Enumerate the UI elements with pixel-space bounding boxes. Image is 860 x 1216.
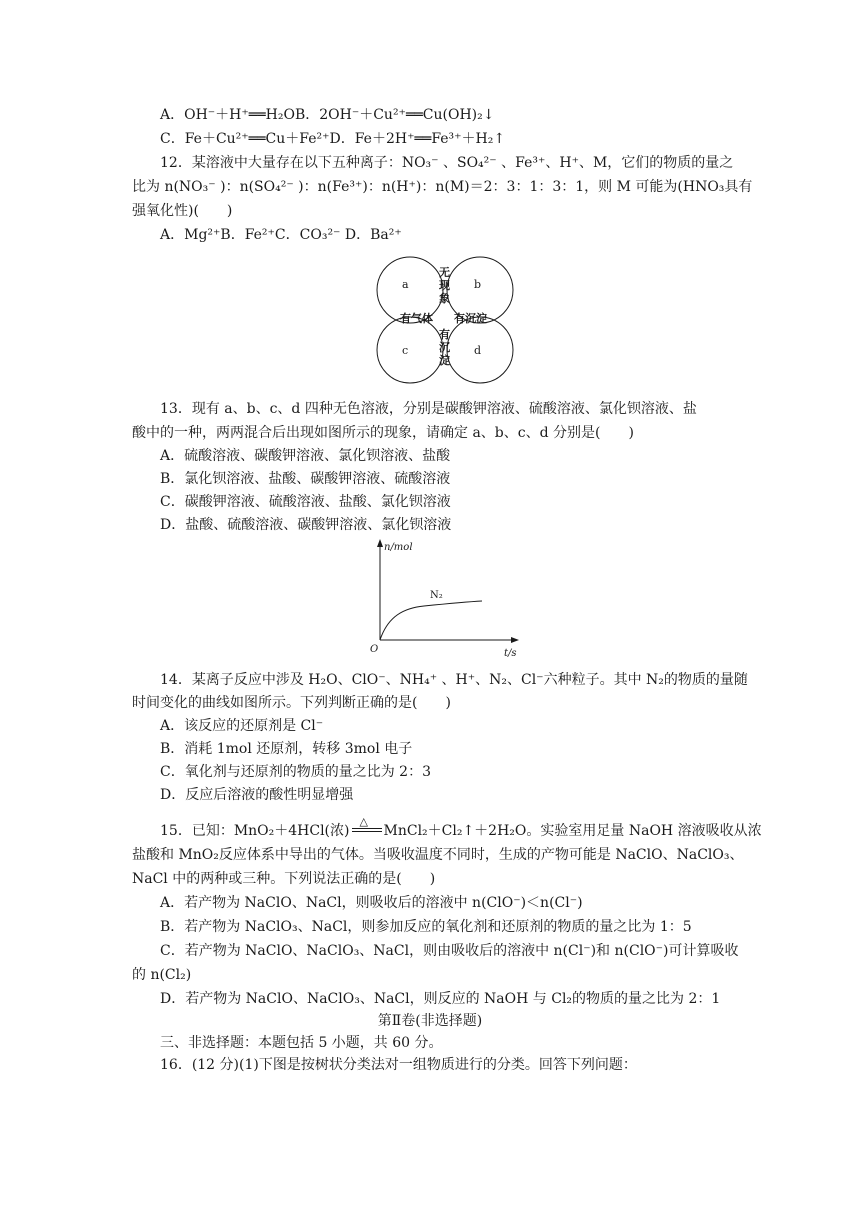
q13-option-c: C．碳酸钾溶液、硫酸溶液、盐酸、氯化钡溶液 xyxy=(160,494,451,510)
venn-top-char1: 无 xyxy=(439,266,450,279)
q11-options-ab: A．OH⁻＋H⁺══H₂OB．2OH⁻＋Cu²⁺══Cu(OH)₂↓ xyxy=(160,107,495,123)
venn-bottom-char1: 有 xyxy=(439,328,450,341)
q15-option-c-line2: 的 n(Cl₂) xyxy=(132,967,192,983)
q12-stem-line2: 比为 n(NO₃⁻ )：n(SO₄²⁻ )：n(Fe³⁺)：n(H⁺)：n(M)＝2：3：1：3：1，则 M 可能为(HNO₃具有 xyxy=(132,179,753,195)
venn-top-char2: 现 xyxy=(439,279,450,292)
y-axis-label: n/mol xyxy=(384,542,413,553)
q13-stem-line1: 13．现有 a、b、c、d 四种无色溶液，分别是碳酸钾溶液、硫酸溶液、氯化钡溶液、盐 xyxy=(160,401,697,417)
n2-curve xyxy=(380,601,482,640)
q11-options-cd: C．Fe＋Cu²⁺══Cu＋Fe²⁺D．Fe＋2H⁺══Fe³⁺＋H₂↑ xyxy=(160,131,506,147)
q15-stem-line3: NaCl 中的两种或三种。下列说法正确的是( ) xyxy=(132,871,436,887)
venn-label-c: c xyxy=(402,344,409,357)
q14-stem-line1: 14．某离子反应中涉及 H₂O、ClO⁻、NH₄⁺ 、H⁺、N₂、Cl⁻六种粒子。其中 N₂的物质的量随 xyxy=(160,672,748,688)
q15-option-a: A．若产物为 NaClO、NaCl，则吸收后的溶液中 n(ClO⁻)＜n(Cl⁻) xyxy=(160,895,583,911)
q15-equation-left: 15．已知：MnO₂＋4HCl(浓) xyxy=(160,823,350,839)
q15-reaction-arrow xyxy=(350,815,384,840)
q15-stem-line2: 盐酸和 MnO₂反应体系中导出的气体。当吸收温度不同时，生成的产物可能是 NaClO、NaClO₃、 xyxy=(132,847,744,863)
q13-option-d: D．盐酸、硫酸溶液、碳酸钾溶液、氯化钡溶液 xyxy=(160,517,452,533)
y-axis-arrow xyxy=(377,539,383,547)
q15-option-c-line1: C．若产物为 NaClO、NaClO₃、NaCl，则由吸收后的溶液中 n(Cl⁻)和 n(ClO⁻)可计算吸收 xyxy=(160,943,739,959)
q12-stem-line1: 12．某溶液中大量存在以下五种离子：NO₃⁻ 、SO₄²⁻ 、Fe³⁺、H⁺、M，它们的物质的量之 xyxy=(160,155,734,171)
venn-bottom-char3: 淀 xyxy=(439,354,450,367)
q16-stem-line1: 16．(12 分)(1)下图是按树状分类法对一组物质进行的分类。回答下列问题： xyxy=(160,1057,637,1073)
q15-equation-right: MnCl₂＋Cl₂↑＋2H₂O。实验室用足量 NaOH 溶液吸收从浓 xyxy=(383,823,762,839)
q15-stem-line1 xyxy=(160,815,762,840)
x-axis-arrow xyxy=(511,637,519,643)
section-intro: 三、非选择题：本题包括 5 小题，共 60 分。 xyxy=(160,1035,443,1051)
q14-stem-line2: 时间变化的曲线如图所示。下列判断正确的是( ) xyxy=(132,695,451,711)
q12-stem-line3: 强氧化性)( ) xyxy=(132,203,233,219)
x-axis-label: t/s xyxy=(504,648,517,659)
venn-right-label: 有沉淀 xyxy=(454,312,487,325)
curve-label: N₂ xyxy=(430,590,443,601)
heat-mark: △ xyxy=(359,815,368,828)
venn-label-b: b xyxy=(474,278,482,291)
q14-option-d: D．反应后溶液的酸性明显增强 xyxy=(160,787,354,803)
venn-diagram xyxy=(370,250,520,392)
q15-option-b: B．若产物为 NaClO₃、NaCl，则参加反应的氧化剂和还原剂的物质的量之比为 1：5 xyxy=(160,919,692,935)
venn-circle-c xyxy=(377,317,443,383)
venn-label-d: d xyxy=(474,344,482,357)
venn-top-char3: 象 xyxy=(439,292,450,305)
n2-time-graph xyxy=(364,536,524,662)
q13-option-b: B．氯化钡溶液、盐酸、碳酸钾溶液、硫酸溶液 xyxy=(160,471,451,487)
q15-option-d: D．若产物为 NaClO、NaClO₃、NaCl，则反应的 NaOH 与 Cl₂的物质的量之比为 2：1 xyxy=(160,991,721,1007)
q12-options: A．Mg²⁺B．Fe²⁺C．CO₃²⁻ D．Ba²⁺ xyxy=(160,227,402,243)
venn-left-label: 有气体 xyxy=(400,312,433,325)
venn-label-a: a xyxy=(402,278,409,291)
q13-stem-line2: 酸中的一种，两两混合后出现如图所示的现象，请确定 a、b、c、d 分别是( ) xyxy=(132,425,634,441)
q13-option-a: A．硫酸溶液、碳酸钾溶液、氯化钡溶液、盐酸 xyxy=(160,448,451,464)
origin-label: O xyxy=(370,644,379,655)
q14-option-c: C．氧化剂与还原剂的物质的量之比为 2：3 xyxy=(160,764,431,780)
q14-option-b: B．消耗 1mol 还原剂，转移 3mol 电子 xyxy=(160,741,413,757)
q14-option-a: A．该反应的还原剂是 Cl⁻ xyxy=(160,718,324,734)
section-title: 第Ⅱ卷(非选择题) xyxy=(377,1013,483,1029)
venn-bottom-char2: 沉 xyxy=(439,341,450,354)
